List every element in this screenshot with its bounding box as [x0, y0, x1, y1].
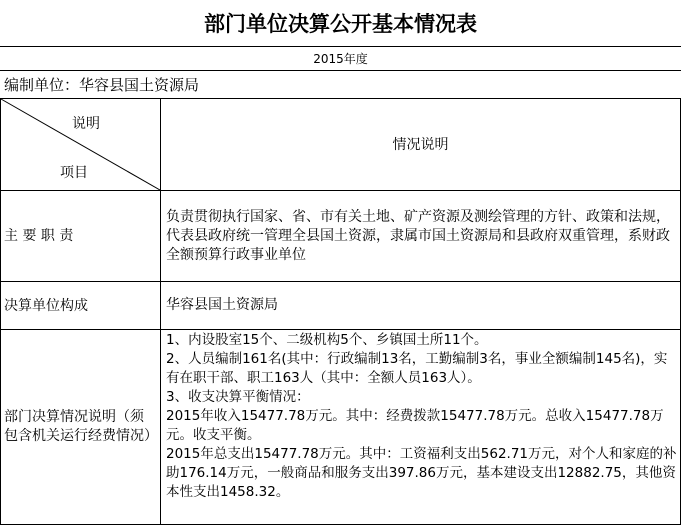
content-line: 2015年总支出15477.78万元。其中：工资福利支出562.71万元，对个人和家庭的补助176.14万元，一般商品和服务支出397.86万元，基本建设支出12882.75，其他资本性支出1458.32。 — [166, 446, 677, 500]
row-content-composition: 华容县国土资源局 — [166, 297, 278, 313]
row-content-final-accounts — [161, 331, 680, 502]
header-diag-top-label: 说明 — [72, 116, 100, 132]
row-content-duties: 负责贯彻执行国家、省、市有关土地、矿产资源及测绘管理的方针、政策和法规，代表县政府统一管理全县国土资源，隶属市国土资源局和县政府双重管理，系财政全额预算行政事业单位 — [166, 209, 670, 263]
row-label-duties: 主 要 职 责 — [4, 228, 74, 244]
content-line: 2015年收入15477.78万元。其中：经费拨款15477.78万元。总收入15477.78万元。收支平衡。 — [166, 408, 664, 443]
header-diag-bottom-label: 项目 — [60, 165, 88, 181]
row-label-final-accounts: 部门决算情况说明（须包含机关运行经费情况） — [4, 409, 158, 444]
content-line: 1、内设股室15个、二级机构5个、乡镇国土所11个。 — [166, 332, 488, 348]
table-title: 部门单位决算公开基本情况表 — [0, 0, 681, 47]
fiscal-year: 2015年度 — [0, 47, 681, 71]
header-situation-label: 情况说明 — [392, 137, 449, 153]
content-line: 2、人员编制161名(其中：行政编制13名，工勤编制3名，事业全额编制145名)，实有在职干部、职工163人（其中：全额人员163人）。 — [166, 351, 668, 386]
compiler-unit: 编制单位：华容县国土资源局 — [4, 76, 200, 94]
content-line: 3、收支决算平衡情况： — [166, 389, 310, 405]
row-label-composition: 决算单位构成 — [4, 297, 88, 314]
